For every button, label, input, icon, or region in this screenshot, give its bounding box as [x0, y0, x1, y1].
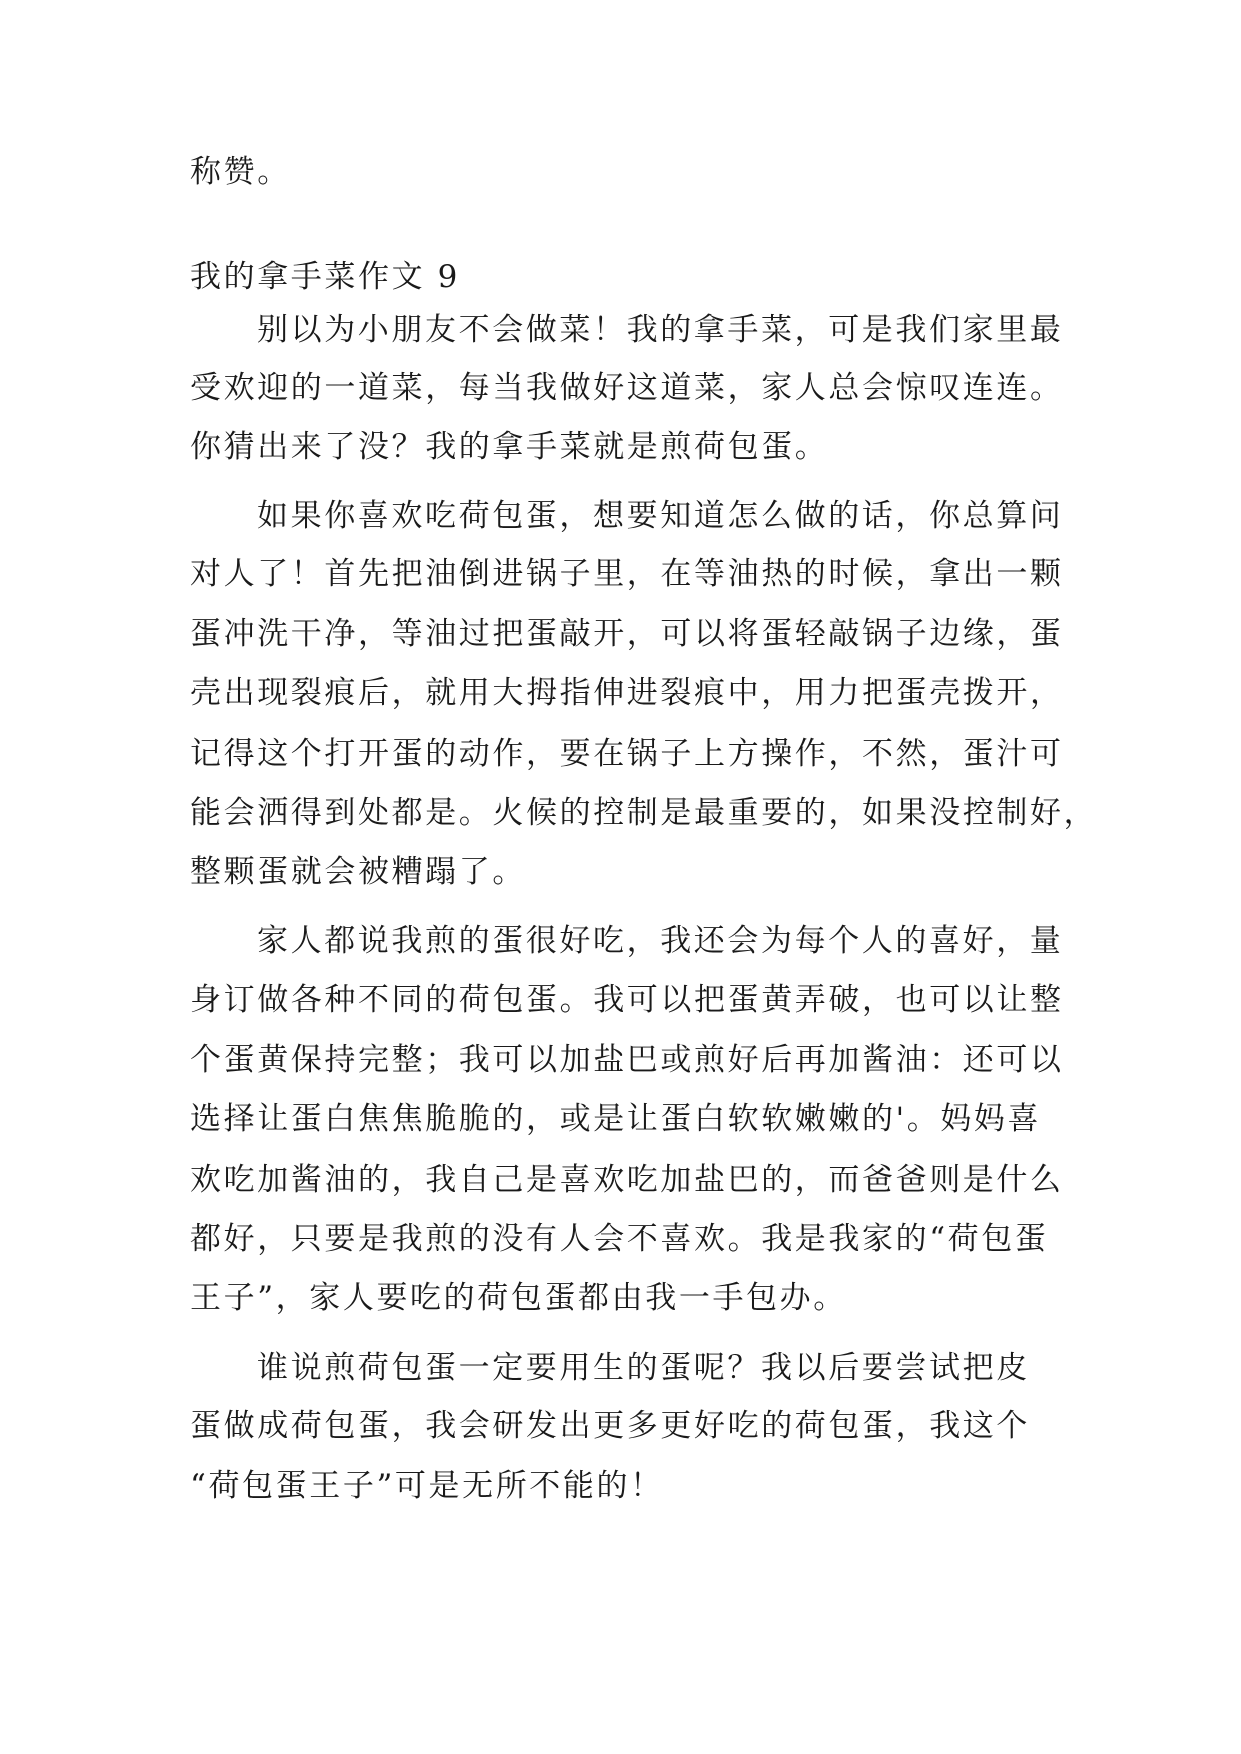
paragraph-2-line-3: 蛋冲洗干净，等油过把蛋敲开，可以将蛋轻敲锅子边缘，蛋 [190, 616, 1064, 652]
paragraph-3-line-4: 选择让蛋白焦焦脆脆的，或是让蛋白软软嫩嫩的'。妈妈喜 [190, 1101, 1042, 1137]
paragraph-1-line-2: 受欢迎的一道菜，每当我做好这道菜，家人总会惊叹连连。 [190, 370, 1064, 406]
paragraph-2-line-6: 能会洒得到处都是。火候的控制是最重要的，如果没控制好， [190, 795, 1098, 831]
paragraph-3-line-5: 欢吃加酱油的，我自己是喜欢吃加盐巴的，而爸爸则是什么 [190, 1162, 1064, 1198]
paragraph-2-line-1: 如果你喜欢吃荷包蛋，想要知道怎么做的话，你总算问 [257, 498, 1064, 534]
paragraph-2-line-5: 记得这个打开蛋的动作，要在锅子上方操作，不然，蛋汁可 [190, 736, 1064, 772]
paragraph-2-line-7: 整颗蛋就会被糟蹋了。 [190, 854, 526, 890]
paragraph-2-line-2: 对人了！首先把油倒进锅子里，在等油热的时候，拿出一颗 [190, 556, 1064, 592]
paragraph-4-line-2: 蛋做成荷包蛋，我会研发出更多更好吃的荷包蛋，我这个 [190, 1408, 1030, 1444]
paragraph-4-line-3: “荷包蛋王子”可是无所不能的！ [190, 1468, 664, 1504]
text-line-continuation: 称赞。 [190, 154, 291, 190]
paragraph-4-line-1: 谁说煎荷包蛋一定要用生的蛋呢？我以后要尝试把皮 [257, 1350, 1030, 1386]
paragraph-1-line-3: 你猜出来了没？我的拿手菜就是煎荷包蛋。 [190, 429, 829, 465]
paragraph-3-line-3: 个蛋黄保持完整；我可以加盐巴或煎好后再加酱油：还可以 [190, 1042, 1064, 1078]
paragraph-1-line-1: 别以为小朋友不会做菜！我的拿手菜，可是我们家里最 [257, 312, 1064, 348]
paragraph-2-line-4: 壳出现裂痕后，就用大拇指伸进裂痕中，用力把蛋壳拨开， [190, 675, 1064, 711]
paragraph-3-line-6: 都好，只要是我煎的没有人会不喜欢。我是我家的“荷包蛋 [190, 1221, 1049, 1257]
paragraph-3-line-2: 身订做各种不同的荷包蛋。我可以把蛋黄弄破，也可以让整 [190, 982, 1064, 1018]
paragraph-3-line-7: 王子”，家人要吃的荷包蛋都由我一手包办。 [190, 1280, 847, 1316]
essay-title: 我的拿手菜作文 9 [190, 259, 460, 295]
paragraph-3-line-1: 家人都说我煎的蛋很好吃，我还会为每个人的喜好，量 [257, 923, 1064, 959]
